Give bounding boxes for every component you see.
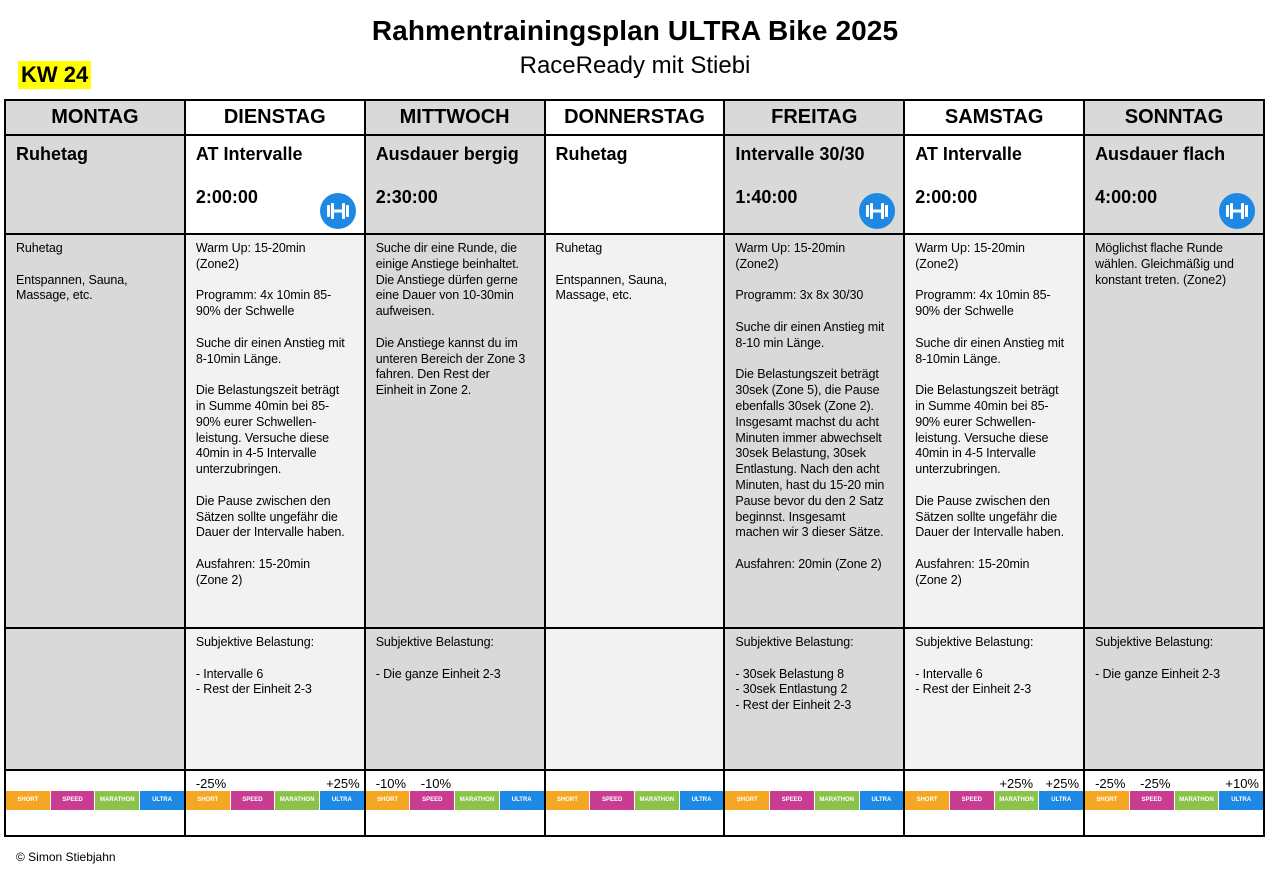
subjective-load-text xyxy=(546,629,724,641)
category-bar-short: SHORT xyxy=(905,791,949,810)
session-duration: 1:40:00 xyxy=(735,187,798,207)
category-bar-speed: SPEED xyxy=(1130,791,1174,810)
category-bars xyxy=(905,791,1083,810)
session-description-row xyxy=(5,234,1264,628)
percentage-row xyxy=(5,770,1264,836)
subjective-load-cell-donnerstag xyxy=(545,628,725,770)
session-duration: 4:00:00 xyxy=(1095,187,1158,207)
session-name: Intervalle 30/30 xyxy=(735,144,865,164)
category-bar-speed: SPEED xyxy=(950,791,994,810)
category-bars xyxy=(725,791,903,810)
subjective-load-cell-mittwoch xyxy=(365,628,545,770)
description-cell-freitag xyxy=(724,234,904,628)
percentage-marathon: +25% xyxy=(999,776,1034,791)
subjective-load-cell-sonntag xyxy=(1084,628,1264,770)
category-bar-marathon: MARATHON xyxy=(95,791,139,810)
description-cell-mittwoch xyxy=(365,234,545,628)
category-bar-short: SHORT xyxy=(186,791,230,810)
session-duration: 2:00:00 xyxy=(195,187,258,207)
dumbbell-icon xyxy=(859,193,895,229)
category-bar-speed: SPEED xyxy=(770,791,814,810)
category-bar-marathon: MARATHON xyxy=(275,791,319,810)
category-bar-ultra: ULTRA xyxy=(140,791,184,810)
category-bar-ultra: ULTRA xyxy=(500,791,544,810)
category-bar-short: SHORT xyxy=(725,791,769,810)
week-badge: KW 24 xyxy=(18,61,91,89)
category-bars xyxy=(1085,791,1263,810)
subjective-load-text: Subjektive Belastung: - 30sek Belastung 8 - 30sek Entlastung 2 - Rest der Einheit 2-3 xyxy=(735,635,854,713)
subjective-load-cell-samstag xyxy=(904,628,1084,770)
percentage-short: -25% xyxy=(1095,776,1126,791)
day-header-donnerstag: DONNERSTAG xyxy=(545,100,725,135)
subjective-load-text: Subjektive Belastung: - Die ganze Einheit 2-3 xyxy=(1095,635,1220,681)
category-bar-short: SHORT xyxy=(546,791,590,810)
category-bar-marathon: MARATHON xyxy=(1175,791,1219,810)
session-description: Möglichst flache Runde wählen. Gleichmäßig und konstant treten. (Zone2) xyxy=(1095,241,1234,287)
category-bar-marathon: MARATHON xyxy=(815,791,859,810)
percentage-ultra: +25% xyxy=(326,776,360,791)
session-duration: 2:30:00 xyxy=(375,187,438,207)
day-header-samstag: SAMSTAG xyxy=(904,100,1084,135)
session-name-row xyxy=(5,135,1264,234)
subjective-load-text: Subjektive Belastung: - Intervalle 6 - Rest der Einheit 2-3 xyxy=(915,635,1034,697)
session-name: Ruhetag xyxy=(555,144,628,164)
percentage-cell-mittwoch xyxy=(365,770,545,836)
training-plan-table xyxy=(4,99,1265,837)
percentage-ultra: +10% xyxy=(1225,776,1259,791)
category-bar-marathon: MARATHON xyxy=(455,791,499,810)
category-bar-marathon: MARATHON xyxy=(635,791,679,810)
dumbbell-icon xyxy=(320,193,356,229)
category-bar-speed: SPEED xyxy=(231,791,275,810)
description-cell-samstag xyxy=(904,234,1084,628)
session-cell-montag xyxy=(5,135,185,234)
category-bars xyxy=(546,791,724,810)
percentage-short: -10% xyxy=(375,776,407,791)
session-name: Ruhetag xyxy=(16,144,88,164)
subjective-load-cell-freitag xyxy=(724,628,904,770)
category-bar-ultra: ULTRA xyxy=(680,791,724,810)
subjective-load-text xyxy=(6,629,184,641)
percentage-cell-freitag xyxy=(724,770,904,836)
category-bar-speed: SPEED xyxy=(590,791,634,810)
session-description: Warm Up: 15-20min (Zone2) Programm: 4x 10min 85- 90% der Schwelle Suche dir einen Anstieg mit 8-10min Länge. Die Belastungszeit beträgt in Summe 40min bei 85- 90% eurer Schwellen- leistung. Versuche diese 40min in 4-5 Intervalle unterzubringen. Die Pause zwischen den Sätzen sollte ungefähr die Dauer der Intervalle haben. Ausfahren: 15-20min (Zone 2) xyxy=(915,241,1065,587)
category-bars xyxy=(366,791,544,810)
subjective-load-cell-montag xyxy=(5,628,185,770)
percentage-short: -25% xyxy=(195,776,227,791)
description-cell-sonntag xyxy=(1084,234,1264,628)
session-duration: 2:00:00 xyxy=(915,187,978,207)
day-header-freitag: FREITAG xyxy=(724,100,904,135)
percentage-cell-donnerstag xyxy=(545,770,725,836)
category-bar-ultra: ULTRA xyxy=(1039,791,1083,810)
day-header-sonntag: SONNTAG xyxy=(1084,100,1264,135)
description-cell-montag xyxy=(5,234,185,628)
subjective-load-row xyxy=(5,628,1264,770)
session-description: Warm Up: 15-20min (Zone2) Programm: 3x 8x 30/30 Suche dir einen Anstieg mit 8-10 min Länge. Die Belastungszeit beträgt 30sek (Zone 5), die Pause ebenfalls 30sek (Zone 2). Insgesamt machst du acht Minuten immer abwechselt 30sek Belastung, 30sek Entlastung. Nach den acht Minuten, hast du 15-20 min Pause bevor du den 2 Satz beginnst. Insgesamt machen wir 3 dieser Sätze. Ausfahren: 20min (Zone 2) xyxy=(735,241,885,571)
session-description: Suche dir eine Runde, die einige Anstiege beinhaltet. Die Anstiege dürfen gerne eine Dauer von 10-30min aufweisen. Die Anstiege kannst du im unteren Bereich der Zone 3 fahren. Den Rest der Einheit in Zone 2. xyxy=(375,241,526,398)
session-cell-dienstag xyxy=(185,135,365,234)
session-name: AT Intervalle xyxy=(915,144,1022,164)
session-name: Ausdauer flach xyxy=(1095,144,1226,164)
copyright: © Simon Stiebjahn xyxy=(16,850,116,864)
description-cell-dienstag xyxy=(185,234,365,628)
session-description: Warm Up: 15-20min (Zone2) Programm: 4x 10min 85- 90% der Schwelle Suche dir einen Anstieg mit 8-10min Länge. Die Belastungszeit beträgt in Summe 40min bei 85- 90% eurer Schwellen- leistung. Versuche diese 40min in 4-5 Intervalle unterzubringen. Die Pause zwischen den Sätzen sollte ungefähr die Dauer der Intervalle haben. Ausfahren: 15-20min (Zone 2) xyxy=(195,241,345,587)
percentage-cell-montag xyxy=(5,770,185,836)
category-bar-ultra: ULTRA xyxy=(320,791,364,810)
dumbbell-icon xyxy=(1219,193,1255,229)
session-cell-mittwoch xyxy=(365,135,545,234)
percentage-speed: -25% xyxy=(1140,776,1171,791)
category-bar-speed: SPEED xyxy=(410,791,454,810)
session-name: Ausdauer bergig xyxy=(375,144,519,164)
subjective-load-text: Subjektive Belastung: - Die ganze Einheit 2-3 xyxy=(375,635,501,681)
percentage-cell-samstag xyxy=(904,770,1084,836)
description-cell-donnerstag xyxy=(545,234,725,628)
session-cell-sonntag xyxy=(1084,135,1264,234)
category-bars xyxy=(186,791,364,810)
session-cell-freitag xyxy=(724,135,904,234)
day-header-dienstag: DIENSTAG xyxy=(185,100,365,135)
day-header-mittwoch: MITTWOCH xyxy=(365,100,545,135)
percentage-speed: -10% xyxy=(420,776,452,791)
subjective-load-cell-dienstag xyxy=(185,628,365,770)
percentage-cell-dienstag xyxy=(185,770,365,836)
session-description: Ruhetag Entspannen, Sauna, Massage, etc. xyxy=(555,241,668,303)
category-bar-short: SHORT xyxy=(6,791,50,810)
page-subtitle: RaceReady mit Stiebi xyxy=(519,52,751,79)
category-bars xyxy=(6,791,184,810)
category-bar-speed: SPEED xyxy=(51,791,95,810)
day-header-row xyxy=(5,100,1264,135)
category-bar-ultra: ULTRA xyxy=(860,791,904,810)
page-title: Rahmentrainingsplan ULTRA Bike 2025 xyxy=(371,15,899,46)
session-cell-samstag xyxy=(904,135,1084,234)
category-bar-marathon: MARATHON xyxy=(995,791,1039,810)
category-bar-ultra: ULTRA xyxy=(1219,791,1263,810)
session-description: Ruhetag Entspannen, Sauna, Massage, etc. xyxy=(16,241,128,303)
session-cell-donnerstag xyxy=(545,135,725,234)
percentage-cell-sonntag xyxy=(1084,770,1264,836)
category-bar-short: SHORT xyxy=(1085,791,1129,810)
day-header-montag: MONTAG xyxy=(5,100,185,135)
category-bar-short: SHORT xyxy=(366,791,410,810)
percentage-ultra: +25% xyxy=(1045,776,1080,791)
subjective-load-text: Subjektive Belastung: - Intervalle 6 - Rest der Einheit 2-3 xyxy=(195,635,314,697)
session-name: AT Intervalle xyxy=(195,144,303,164)
